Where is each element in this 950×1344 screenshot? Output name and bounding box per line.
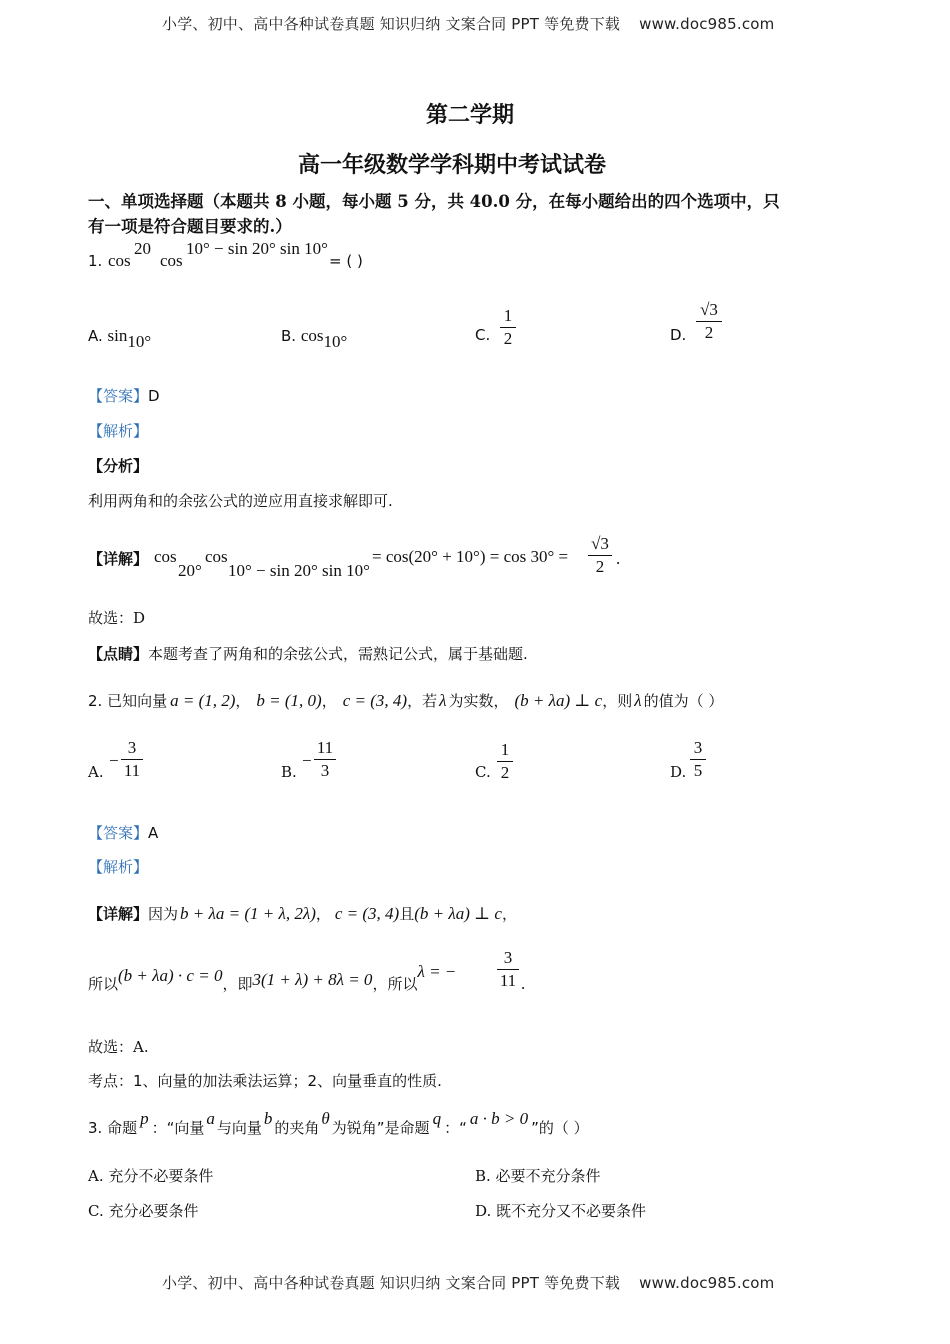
q1-option-d-fraction: √3 2: [696, 300, 722, 343]
q2-detail-end: .: [521, 974, 526, 993]
q1-answer: 【答案】D: [88, 387, 160, 405]
q1-cos2: cos: [160, 251, 183, 270]
q2-option-a-fraction: 3 11: [121, 738, 143, 781]
q1-choose: 故选：D: [88, 609, 146, 627]
banner-text: 小学、初中、高中各种试卷真题 知识归纳 文案合同 PPT 等免费下载: [162, 15, 621, 33]
q1-comment: 【点睛】本题考查了两角和的余弦公式，需熟记公式，属于基础题.: [88, 645, 528, 663]
section-heading-line1: 一、单项选择题（本题共 8 小题，每小题 5 分，共 40.0 分，在每小题给出的四个选项中，只: [88, 192, 780, 211]
q2-kaodian: 考点：1、向量的加法乘法运算；2、向量垂直的性质.: [88, 1072, 442, 1090]
q1-detail-20: 20°: [178, 561, 202, 580]
q1-option-b: B. cos10°: [281, 326, 348, 351]
q2-option-b-fraction: 11 3: [314, 738, 336, 781]
q2-option-d-fraction: 3 5: [690, 738, 706, 781]
q2-option-a-label: A.: [88, 763, 104, 781]
q2-option-b-minus: −: [302, 751, 312, 770]
footer-banner-url[interactable]: www.doc985.com: [639, 1274, 775, 1292]
q2-option-d-label: D.: [670, 763, 687, 781]
q2-analysis-label: 【解析】: [88, 858, 149, 876]
q3-option-a: A. 充分不必要条件: [88, 1167, 214, 1185]
footer-banner-text: 小学、初中、高中各种试卷真题 知识归纳 文案合同 PPT 等免费下载: [162, 1274, 621, 1292]
q1-detail-cos1: cos: [154, 547, 177, 566]
q3-option-d: D. 既不充分又不必要条件: [475, 1202, 647, 1220]
q1-expression-rest: 10° − sin 20° sin 10°: [186, 239, 328, 258]
q1-detail-fraction: √3 2: [588, 534, 612, 577]
q3-option-b: B. 必要不充分条件: [475, 1167, 601, 1185]
q2-answer: 【答案】A: [88, 824, 159, 842]
q1-tail: = ( ): [329, 252, 363, 270]
page-title-exam: 高一年级数学学科期中考试试卷: [298, 152, 607, 178]
q1-number: 1.: [88, 252, 103, 270]
q1-detail-cos2: cos: [205, 547, 228, 566]
q1-analysis-text: 利用两角和的余弦公式的逆应用直接求解即可.: [88, 492, 393, 510]
q2-stem: 2. 已知向量 a = (1, 2)， b = (1, 0)， c = (3, 4)，若 λ 为实数， (b + λa) ⊥ c，则 λ 的值为（ ）: [88, 691, 724, 710]
q1-detail-label: 【详解】: [88, 550, 149, 568]
q1-option-c-label: C.: [475, 326, 491, 344]
page-title-term: 第二学期: [426, 102, 515, 128]
q2-option-c-label: C.: [475, 763, 491, 781]
q2-option-a-minus: −: [109, 751, 119, 770]
q1-analysis-label: 【解析】: [88, 422, 149, 440]
q2-option-b-label: B.: [281, 763, 297, 781]
q3-stem: 3. 命题 p ：“向量 a 与向量 b 的夹角 θ 为锐角”是命题 q ：“ a · b > 0 ”的（ ）: [88, 1109, 589, 1137]
q2-detail-line1: 【详解】因为 b + λa = (1 + λ, 2λ)， c = (3, 4)且(b + λa) ⊥ c，: [88, 904, 517, 923]
header-banner: [162, 13, 775, 34]
q1-option-a: A. sin10°: [88, 326, 152, 351]
q2-option-c-fraction: 1 2: [497, 740, 513, 783]
footer-banner: [162, 1272, 775, 1293]
q1-option-c-fraction: 1 2: [500, 306, 516, 349]
q1-detail-end: .: [616, 549, 621, 568]
section-heading-line2: 有一项是符合题目要求的.）: [88, 217, 292, 236]
banner-url[interactable]: www.doc985.com: [639, 15, 775, 33]
q1-cos1: cos: [108, 251, 131, 270]
q1-detail-mid: 10° − sin 20° sin 10°: [228, 561, 370, 580]
q1-fenxi-label: 【分析】: [88, 457, 149, 475]
q3-option-c: C. 充分必要条件: [88, 1202, 199, 1220]
q1-deg20: 20: [134, 239, 151, 258]
q2-detail-fraction: 3 11: [497, 948, 519, 991]
q2-choose: 故选：A.: [88, 1038, 149, 1056]
q1-detail-rhs: = cos(20° + 10°) = cos 30° =: [372, 547, 569, 566]
q2-detail-line2: 所以(b + λa) · c = 0，即3(1 + λ) + 8λ = 0，所以λ = −: [88, 962, 457, 993]
q1-option-d-label: D.: [670, 326, 687, 344]
